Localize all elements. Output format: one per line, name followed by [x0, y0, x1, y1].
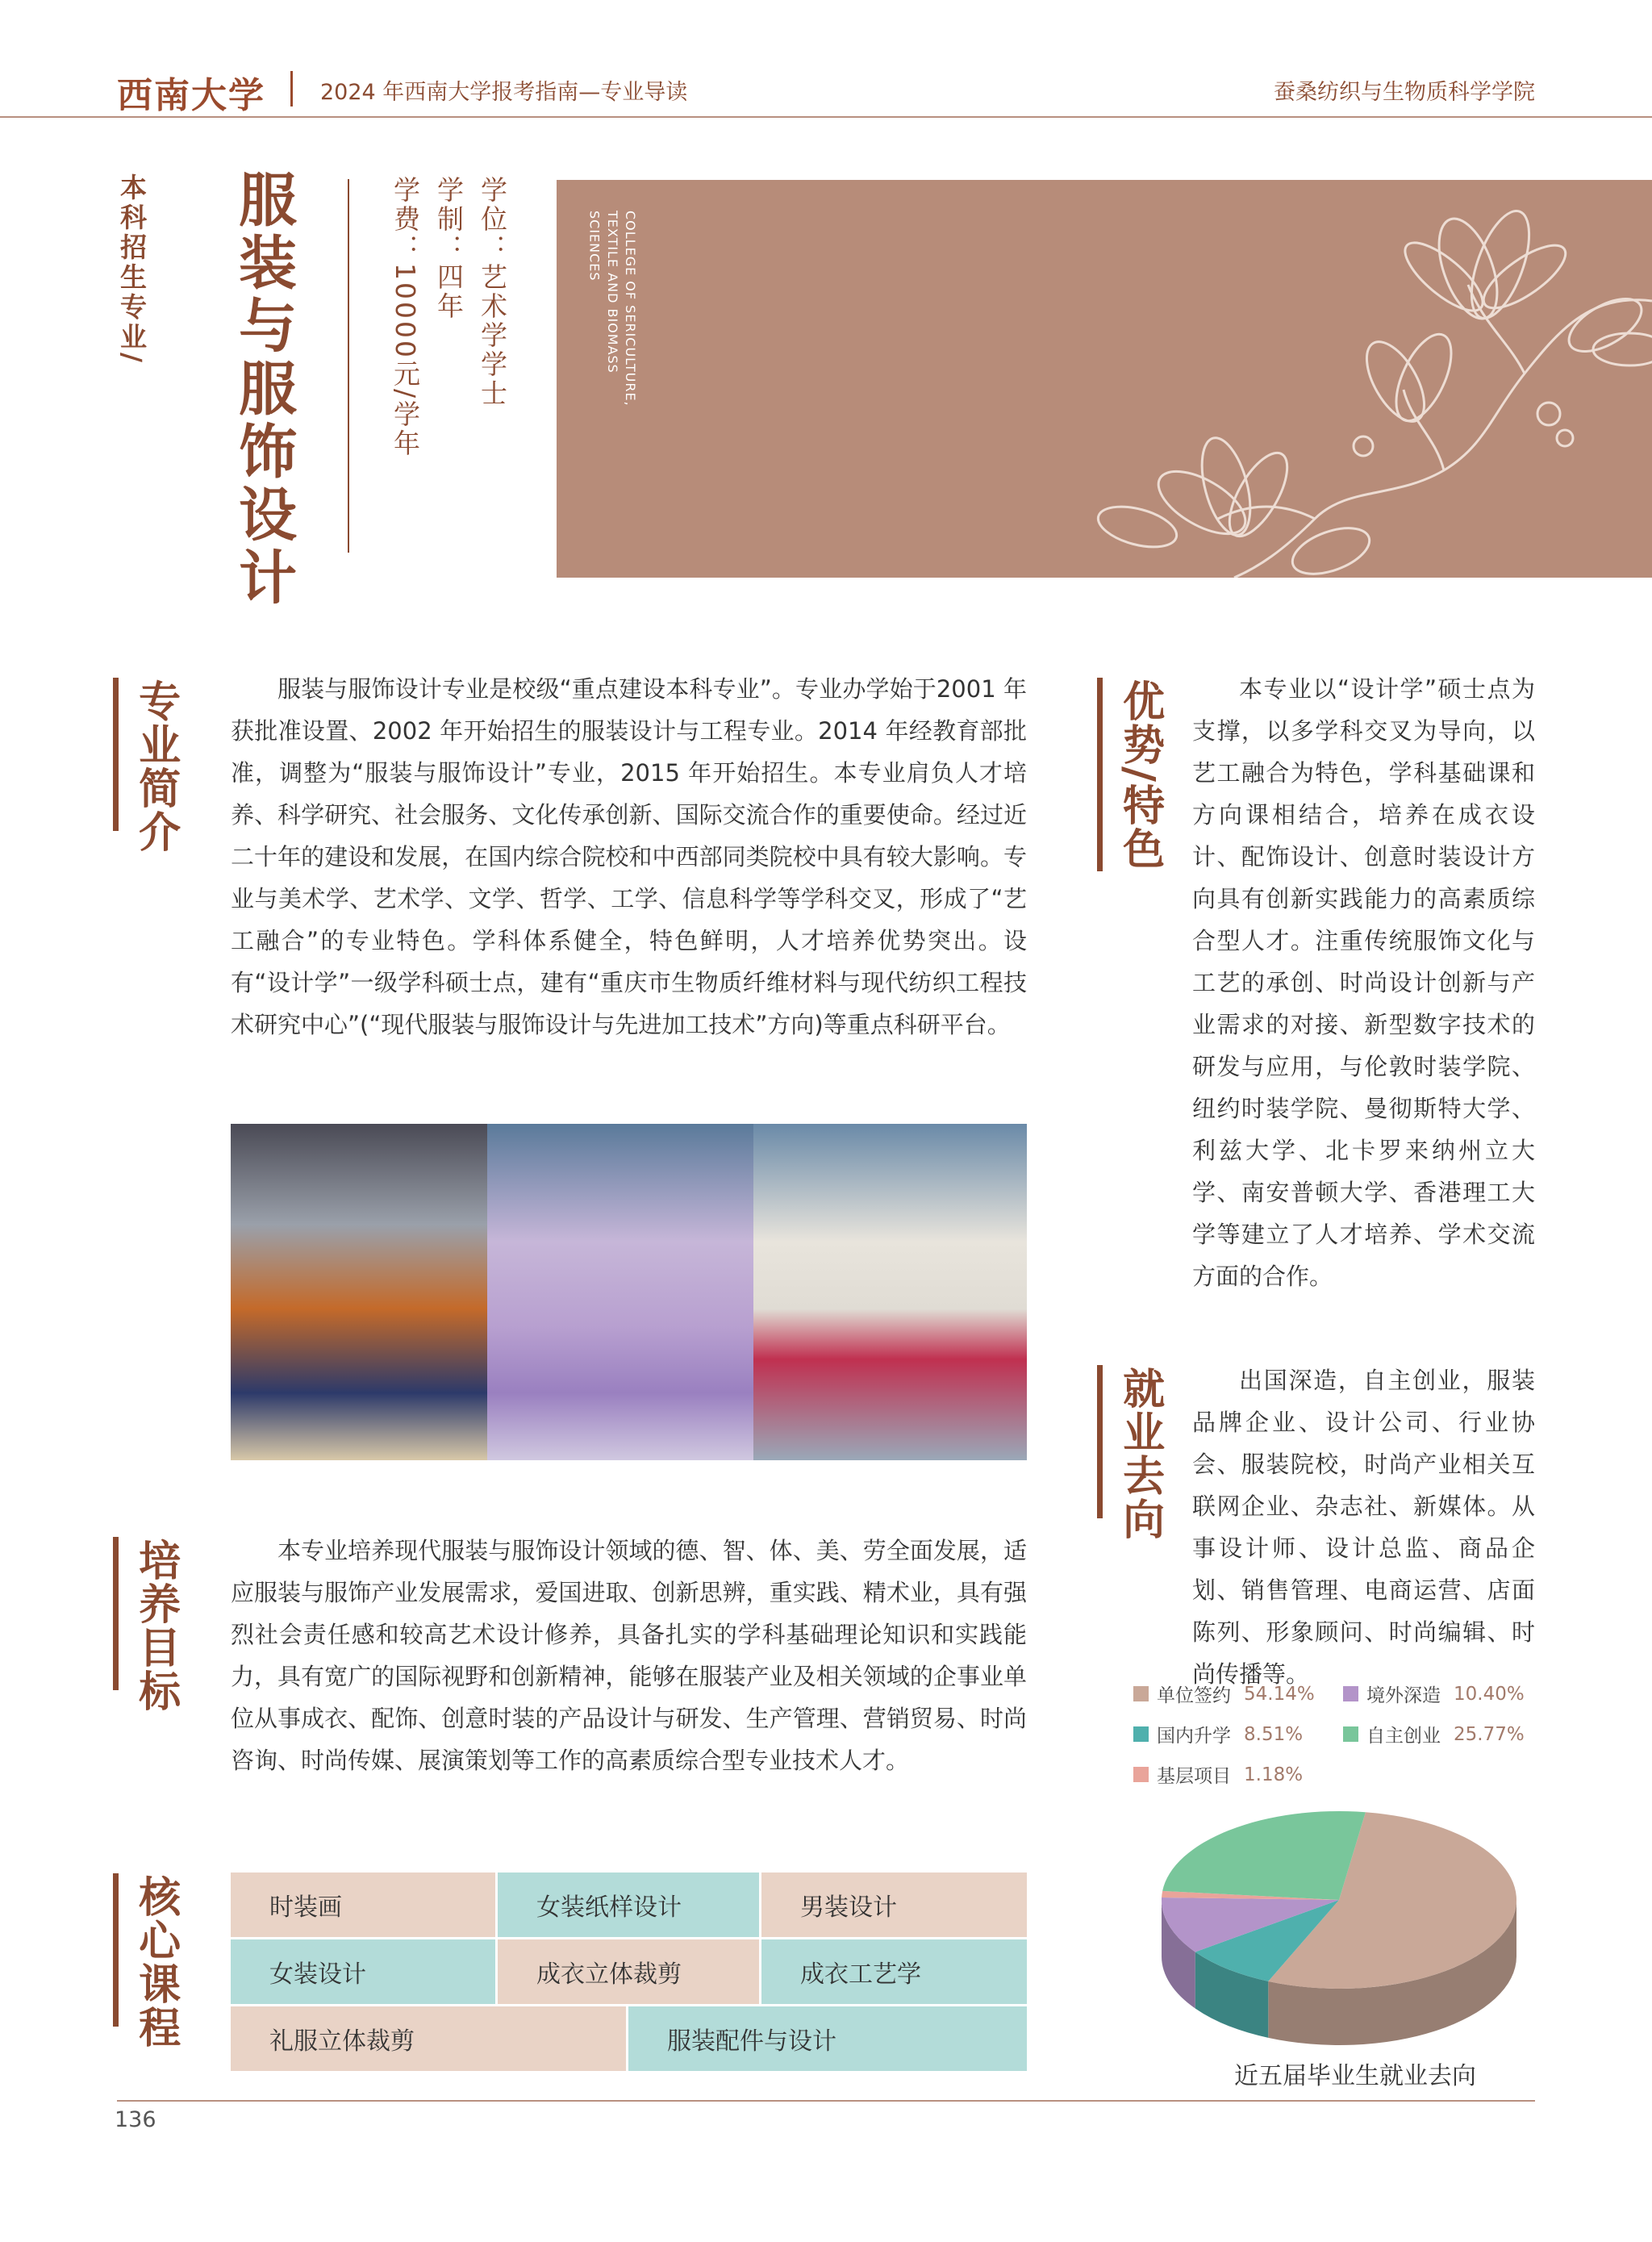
intro-rule: [113, 678, 119, 831]
magnolia-illustration: [557, 180, 1652, 578]
intro-text: 服装与服饰设计专业是校级“重点建设本科专业”。专业办学始于2001 年获批准设置、2002 年开始招生的服装设计与工程专业。2014 年经教育部批准，调整为“服装与服饰设计”专业，2015 年开始招生。本专业肩负人才培养、科学研究、社会服务、文化传承创新、国际交流合作的重要使命。经过近二十年的建设和发展，在国内综合院校和中西部同类院校中具有较大影响。专业与美术学、艺术学、文学、哲学、工学、信息科学等学科交叉，形成了“艺工融合”的专业特色。学科体系健全，特色鲜明，人才培养优势突出。设有“设计学”一级学科硕士点，建有“重庆市生物质纤维材料与现代纺织工程技术研究中心”(“现代服装与服饰设计与先进加工技术”方向)等重点科研平台。: [231, 675, 1027, 1038]
title-divider: [348, 179, 349, 553]
goal-rule: [113, 1537, 119, 1690]
legend-item: [1133, 1680, 1315, 1707]
degree-info: 学位：艺术学学士: [477, 176, 508, 408]
footer-rule: [117, 2100, 1535, 2102]
courses-heading: 核心课程: [131, 1875, 180, 2049]
page-header: [0, 0, 1652, 121]
major-title: 服装与服饰设计: [229, 169, 297, 610]
runway-model-1: [231, 1124, 487, 1460]
goal-text: 本专业培养现代服装与服饰设计领域的德、智、体、美、劳全面发展，适应服装与服饰产业发展需求，爱国进取、创新思辨，重实践、精术业，具有强烈社会责任感和较高艺术设计修养，具备扎实的学科基础理论知识和实践能力，具有宽广的国际视野和创新精神，能够在服装产业及相关领域的企事业单位从事成衣、配饰、创意时装的产品设计与研发、生产管理、营销贸易、时尚咨询、时尚传媒、展演策划等工作的高素质综合型专业技术人才。: [231, 1537, 1027, 1774]
legend-label: 自主创业: [1366, 1726, 1441, 1747]
duration-info: 学制：四年: [433, 176, 465, 321]
pie-slice: [1162, 1811, 1366, 1900]
legend-label: 基层项目: [1157, 1766, 1231, 1787]
employment-pie-chart: [1145, 1795, 1565, 2061]
college-name: 蚕桑纺织与生物质科学学院: [1274, 80, 1535, 105]
guide-title: 2024 年西南大学报考指南—专业导读: [320, 80, 688, 105]
course-item: 成衣立体裁剪: [498, 1939, 759, 2004]
legend-value: 10.40%: [1454, 1683, 1525, 1705]
course-item: 女装设计: [231, 1939, 495, 2004]
legend-label: 境外深造: [1366, 1685, 1441, 1706]
legend-item: [1133, 1761, 1303, 1788]
legend-swatch: [1343, 1726, 1358, 1742]
header-divider: [290, 71, 293, 106]
course-item: 女装纸样设计: [498, 1873, 759, 1937]
employment-text: 出国深造，自主创业，服装品牌企业、设计公司、行业协会、服装院校，时尚产业相关互联网企业、杂志社、新媒体。从事设计师、设计总监、商品企划、销售管理、电商运营、店面陈列、形象顾问、时尚编辑、时尚传播等。: [1192, 1367, 1535, 1688]
fee-info: 学费：10000元/学年: [390, 176, 421, 459]
legend-value: 1.18%: [1244, 1764, 1304, 1785]
runway-photo: [231, 1124, 1027, 1460]
courses-rule: [113, 1873, 119, 2027]
course-item: 礼服立体裁剪: [231, 2006, 626, 2071]
runway-model-3: [753, 1124, 1027, 1460]
legend-swatch: [1133, 1726, 1149, 1742]
advantage-text: 本专业以“设计学”硕士点为支撑，以多学科交叉为导向，以艺工融合为特色，学科基础课和方向课相结合，培养在成衣设计、配饰设计、创意时装设计方向具有创新实践能力的高素质综合型人才。注重传统服饰文化与工艺的承创、时尚设计创新与产业需求的对接、新型数字技术的研发与应用，与伦敦时装学院、纽约时装学院、曼彻斯特大学、利兹大学、北卡罗来纳州立大学、南安普顿大学、香港理工大学等建立了人才培养、学术交流方面的合作。: [1192, 675, 1535, 1290]
college-banner: [557, 180, 1652, 578]
course-item: 服装配件与设计: [628, 2006, 1027, 2071]
college-english-name: COLLEGE OF SERICULTURE, TEXTILE AND BIOMASS SCIENCES: [586, 211, 639, 407]
advantage-heading: 优势/特色: [1115, 679, 1164, 870]
advantage-rule: [1097, 678, 1103, 871]
goal-heading: 培养目标: [131, 1539, 180, 1713]
course-item: 成衣工艺学: [761, 1939, 1027, 2004]
chart-title: 近五届毕业生就业去向: [1234, 2062, 1476, 2090]
legend-swatch: [1343, 1686, 1358, 1701]
legend-item: [1343, 1721, 1525, 1747]
legend-swatch: [1133, 1767, 1149, 1782]
category-label: 本科招生专业/: [116, 173, 148, 366]
legend-label: 单位签约: [1157, 1685, 1231, 1706]
runway-model-2: [487, 1124, 753, 1460]
legend-label: 国内升学: [1157, 1726, 1231, 1747]
course-item: 时装画: [231, 1873, 495, 1937]
employment-heading: 就业去向: [1115, 1367, 1164, 1541]
employment-rule: [1097, 1365, 1103, 1518]
page-number: 136: [115, 2107, 156, 2132]
course-item: 男装设计: [761, 1873, 1027, 1937]
university-logo: 西南大学: [117, 75, 265, 116]
legend-value: 8.51%: [1244, 1723, 1304, 1745]
legend-value: 25.77%: [1454, 1723, 1525, 1745]
legend-item: [1133, 1721, 1303, 1747]
legend-item: [1343, 1680, 1525, 1707]
header-rule: [0, 116, 1652, 118]
intro-heading: 专业简介: [131, 679, 180, 854]
legend-value: 54.14%: [1244, 1683, 1315, 1705]
legend-swatch: [1133, 1686, 1149, 1701]
